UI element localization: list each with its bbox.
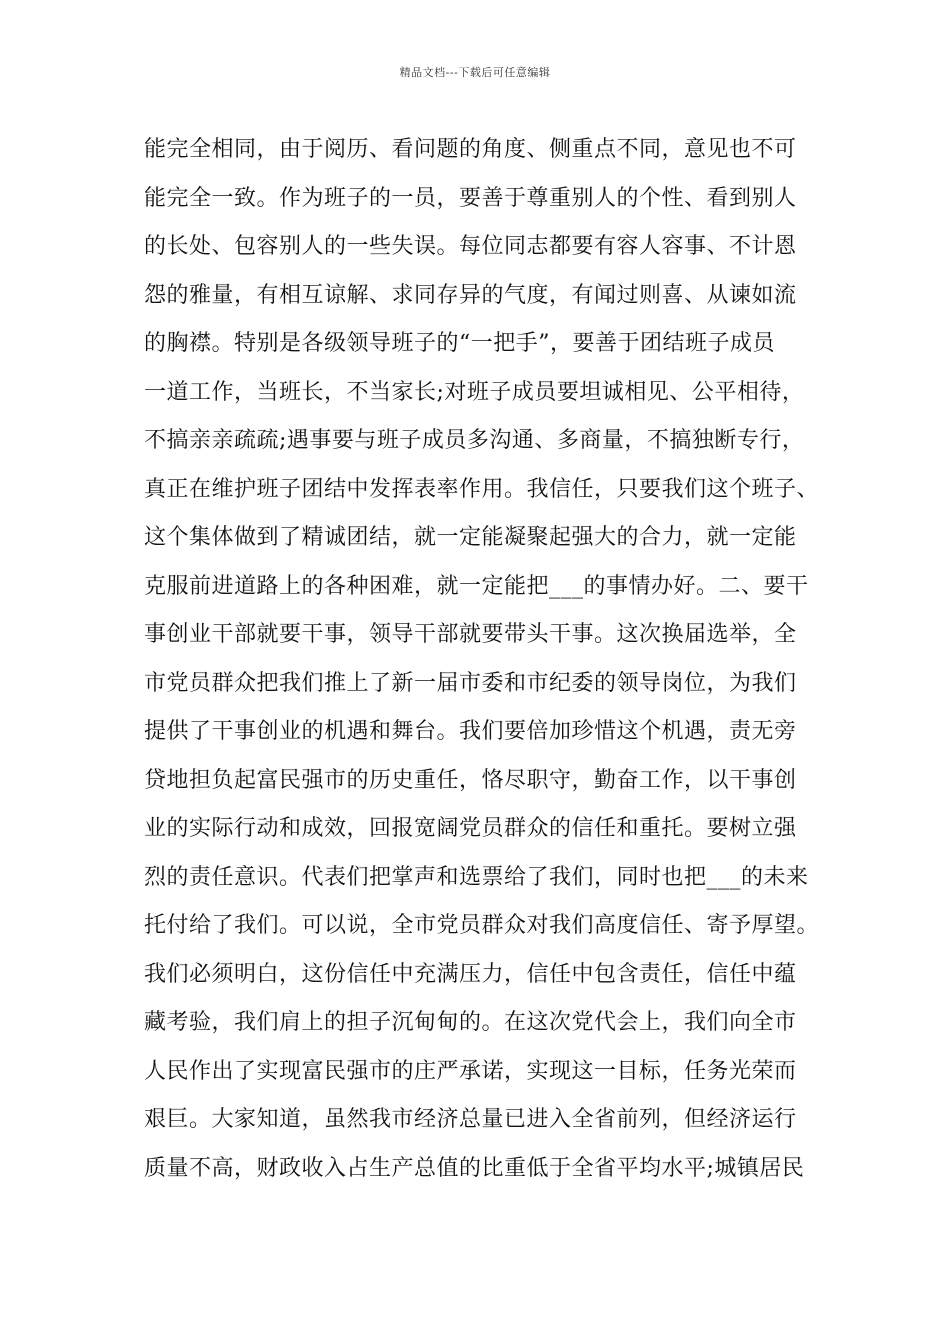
text-line: 人民作出了实现富民强市的庄严承诺，实现这一目标，任务光荣而 [144, 1058, 797, 1084]
text-line: 藏考验，我们肩上的担子沉甸甸的。在这次党代会上，我们向全市 [144, 1010, 797, 1035]
text-line: 的胸襟。特别是各级领导班子的“一把手”，要善于团结班子成员 [144, 331, 775, 356]
text-line: 托付给了我们。可以说，全市党员群众对我们高度信任、寄予厚望。 [144, 913, 820, 938]
text-line: 能完全相同，由于阅历、看问题的角度、侧重点不同，意见也不可 [144, 137, 797, 162]
text-line: 贷地担负起富民强市的历史重任，恪尽职守，勤奋工作，以干事创 [144, 767, 797, 793]
page-header: 精品文档---下载后可任意编辑 [399, 66, 551, 79]
text-line: 业的实际行动和成效，回报宽阔党员群众的信任和重托。要树立强 [144, 816, 797, 841]
text-line: 的长处、包容别人的一些失误。每位同志都要有容人容事、不计恩 [144, 234, 797, 259]
text-line: 质量不高，财政收入占生产总值的比重低于全省平均水平;城镇居民 [144, 1155, 805, 1181]
text-line: 怨的雅量，有相互谅解、求同存异的气度，有闻过则喜、从谏如流 [144, 282, 797, 308]
text-line: 艰巨。大家知道，虽然我市经济总量已进入全省前列，但经济运行 [144, 1107, 797, 1132]
text-line: 烈的责任意识。代表们把掌声和选票给了我们，同时也把___的未来 [144, 864, 809, 890]
text-line: 一道工作，当班长，不当家长;对班子成员要坦诚相见、公平相待， [144, 379, 805, 405]
document-body [144, 126, 834, 1193]
text-line: 我们必须明白，这份信任中充满压力，信任中包含责任，信任中蕴 [144, 961, 797, 987]
text-line: 事创业干部就要干事，领导干部就要带头干事。这次换届选举，全 [144, 622, 797, 647]
text-line: 不搞亲亲疏疏;遇事要与班子成员多沟通、多商量，不搞独断专行， [144, 428, 805, 453]
text-line: 这个集体做到了精诚团结，就一定能凝聚起强大的合力，就一定能 [144, 525, 797, 550]
text-line: 真正在维护班子团结中发挥表率作用。我信任，只要我们这个班子、 [144, 476, 820, 502]
text-line: 提供了干事创业的机遇和舞台。我们要倍加珍惜这个机遇，责无旁 [144, 719, 797, 744]
text-line: 市党员群众把我们推上了新一届市委和市纪委的领导岗位，为我们 [144, 670, 797, 696]
text-line: 克服前进道路上的各种困难，就一定能把___的事情办好。二、要干 [144, 573, 809, 599]
text-line: 能完全一致。作为班子的一员，要善于尊重别人的个性、看到别人 [144, 185, 797, 211]
